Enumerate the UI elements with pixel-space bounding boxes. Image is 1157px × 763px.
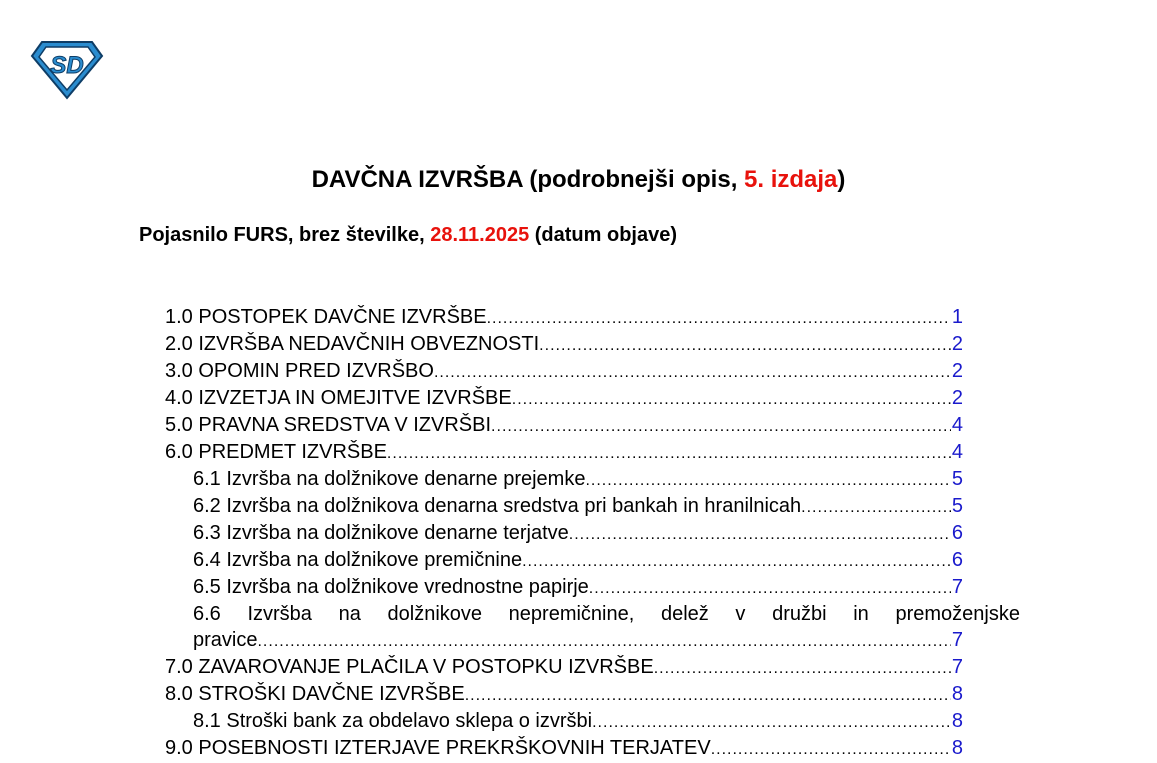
toc-page-number: 4 bbox=[951, 441, 963, 463]
title-suffix: ) bbox=[837, 166, 846, 193]
toc-leader-dots bbox=[585, 468, 950, 494]
toc-entry-title: 5.0 PRAVNA SREDSTVA V IZVRŠBI bbox=[165, 414, 492, 436]
toc-entry[interactable] bbox=[165, 412, 963, 438]
toc-leader-dots bbox=[711, 737, 951, 763]
toc-entry[interactable] bbox=[165, 735, 963, 761]
toc-page-number: 2 bbox=[951, 333, 963, 355]
toc-leader-dots bbox=[569, 522, 951, 548]
document-subtitle bbox=[139, 224, 677, 247]
toc-leader-dots bbox=[654, 656, 951, 682]
toc-entry-title: 2.0 IZVRŠBA NEDAVČNIH OBVEZNOSTI bbox=[165, 333, 540, 355]
toc-leader-dots bbox=[539, 333, 951, 359]
toc-page-number: 2 bbox=[951, 360, 963, 382]
toc-entry-title: 7.0 ZAVAROVANJE PLAČILA V POSTOPKU IZVRŠBE bbox=[165, 656, 654, 678]
toc-entry[interactable] bbox=[165, 654, 963, 680]
toc-leader-dots bbox=[257, 629, 950, 655]
title-prefix: DAVČNA IZVRŠBA (podrobnejši opis, bbox=[311, 166, 745, 193]
sd-diamond-logo-icon bbox=[30, 40, 104, 100]
toc-leader-dots bbox=[592, 710, 951, 736]
toc-word: in bbox=[853, 603, 869, 625]
toc-entry[interactable] bbox=[193, 466, 963, 492]
toc-leader-dots bbox=[801, 495, 951, 521]
document-title bbox=[0, 166, 1157, 194]
toc-word: delež bbox=[660, 603, 709, 625]
toc-word: na bbox=[338, 603, 361, 625]
toc-leader-dots bbox=[387, 441, 951, 467]
toc-word: 6.6 bbox=[193, 603, 221, 625]
toc-page-number: 6 bbox=[951, 549, 963, 571]
toc-entry[interactable] bbox=[193, 493, 963, 519]
toc-entry-wrapped-line[interactable] bbox=[193, 601, 1020, 627]
toc-entry[interactable] bbox=[165, 681, 963, 707]
subtitle-date: 28.11.2025 bbox=[430, 224, 530, 246]
toc-entry[interactable] bbox=[165, 304, 963, 330]
toc-page-number: 8 bbox=[951, 683, 963, 705]
toc-page-number: 7 bbox=[951, 629, 963, 651]
toc-page-number: 7 bbox=[951, 576, 963, 598]
toc-entry[interactable] bbox=[193, 708, 963, 734]
toc-entry-title: 6.4 Izvršba na dolžnikove premičnine bbox=[193, 549, 523, 571]
toc-entry[interactable] bbox=[165, 331, 963, 357]
toc-leader-dots bbox=[434, 360, 951, 386]
toc-word: premoženjske bbox=[895, 603, 1020, 625]
toc-page-number: 8 bbox=[951, 710, 963, 732]
toc-entry[interactable] bbox=[165, 358, 963, 384]
svg-text:SD: SD bbox=[50, 52, 84, 79]
toc-entry[interactable] bbox=[193, 547, 963, 573]
subtitle-suffix: (datum objave) bbox=[529, 224, 677, 246]
toc-word: Izvršba bbox=[247, 603, 312, 625]
toc-entry-title: pravice bbox=[193, 629, 258, 651]
toc-word: dolžnikove bbox=[387, 603, 483, 625]
toc-page-number: 8 bbox=[951, 737, 963, 759]
toc-entry[interactable] bbox=[165, 385, 963, 411]
toc-entry-title: 8.0 STROŠKI DAVČNE IZVRŠBE bbox=[165, 683, 465, 705]
toc-entry-title: 9.0 POSEBNOSTI IZTERJAVE PREKRŠKOVNIH TERJATEV bbox=[165, 737, 711, 759]
toc-page-number: 5 bbox=[951, 468, 963, 490]
toc-page-number: 2 bbox=[951, 387, 963, 409]
toc-entry-title: 4.0 IZVZETJA IN OMEJITVE IZVRŠBE bbox=[165, 387, 512, 409]
toc-page-number: 6 bbox=[951, 522, 963, 544]
toc-page-number: 1 bbox=[951, 306, 963, 328]
subtitle-prefix: Pojasnilo FURS, brez številke, bbox=[139, 224, 431, 246]
toc-page-number: 4 bbox=[951, 414, 963, 436]
toc-entry-title: 6.3 Izvršba na dolžnikove denarne terjatve bbox=[193, 522, 569, 544]
toc-leader-dots bbox=[465, 683, 951, 709]
toc-page-number: 7 bbox=[951, 656, 963, 678]
toc-entry-title: 6.5 Izvršba na dolžnikove vrednostne papirje bbox=[193, 576, 589, 598]
toc-leader-dots bbox=[512, 387, 951, 413]
toc-entry[interactable] bbox=[193, 574, 963, 600]
toc-word: v bbox=[735, 603, 746, 625]
toc-entry[interactable] bbox=[165, 439, 963, 465]
toc-word: nepremičnine, bbox=[508, 603, 635, 625]
toc-entry-title: 6.0 PREDMET IZVRŠBE bbox=[165, 441, 387, 463]
toc-entry-title: 6.2 Izvršba na dolžnikova denarna sredstva pri bankah in hranilnicah bbox=[193, 495, 802, 517]
toc-entry[interactable] bbox=[193, 627, 963, 653]
toc-leader-dots bbox=[487, 306, 951, 332]
toc-page-number: 5 bbox=[951, 495, 963, 517]
title-edition: 5. izdaja bbox=[744, 166, 838, 193]
toc-leader-dots bbox=[491, 414, 951, 440]
toc-entry-title: 8.1 Stroški bank za obdelavo sklepa o izvršbi bbox=[193, 710, 593, 732]
toc-entry-title: 6.1 Izvršba na dolžnikove denarne prejemke bbox=[193, 468, 586, 490]
toc-leader-dots bbox=[522, 549, 951, 575]
toc-leader-dots bbox=[589, 576, 951, 602]
toc-word: družbi bbox=[772, 603, 827, 625]
toc-entry-title: 1.0 POSTOPEK DAVČNE IZVRŠBE bbox=[165, 306, 487, 328]
toc-entry-title: 3.0 OPOMIN PRED IZVRŠBO bbox=[165, 360, 434, 382]
toc-entry[interactable] bbox=[193, 520, 963, 546]
